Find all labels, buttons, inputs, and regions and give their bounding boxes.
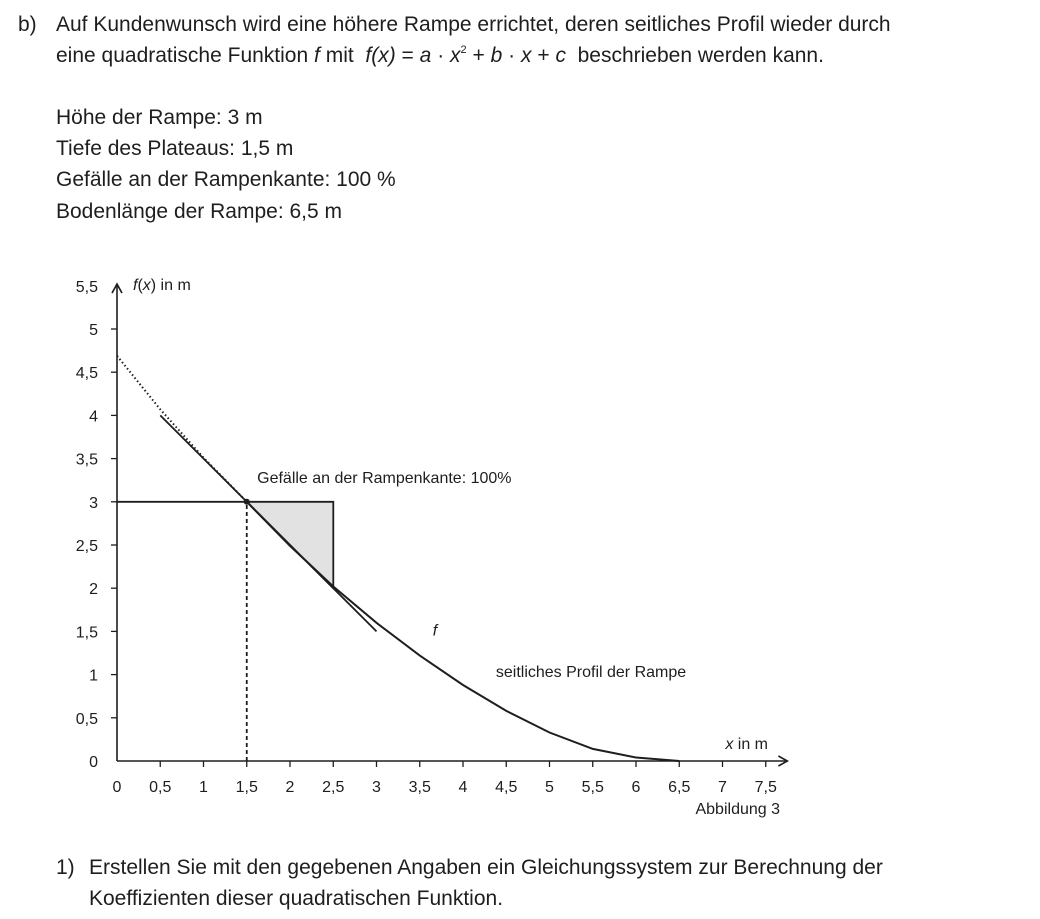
given-ground-length: Bodenlänge der Rampe: 6,5 m bbox=[56, 200, 343, 223]
y-tick-label: 4 bbox=[89, 408, 98, 426]
x-tick-label: 5,5 bbox=[581, 779, 604, 796]
question-line-2: Koeffizienten dieser quadratischen Funktion. bbox=[89, 887, 504, 910]
x-tick-label: 6 bbox=[631, 779, 641, 796]
y-tick-label: 0 bbox=[89, 754, 98, 771]
annotation-1: f bbox=[432, 622, 438, 640]
chart-axes bbox=[111, 284, 787, 767]
intro-text: eine quadratische Funktion bbox=[56, 44, 309, 67]
given-plateau-depth: Tiefe des Plateaus: 1,5 m bbox=[56, 137, 294, 160]
x-tick-label: 1,5 bbox=[235, 779, 258, 796]
intro-text-end: beschrieben werden kann. bbox=[577, 44, 824, 67]
x-tick-label: 3,5 bbox=[408, 779, 431, 796]
figure-caption: Abbildung 3 bbox=[695, 801, 780, 818]
x-tick-label: 3 bbox=[372, 779, 381, 796]
annotation-0: Gefälle an der Rampenkante: 100% bbox=[257, 469, 512, 487]
y-tick-label: 4,5 bbox=[75, 365, 98, 383]
y-tick-label: 5,5 bbox=[75, 278, 98, 296]
y-tick-label: 3 bbox=[89, 494, 98, 512]
function-name: f bbox=[314, 44, 320, 67]
x-tick-label: 1 bbox=[199, 779, 208, 796]
y-tick-label: 0,5 bbox=[75, 710, 98, 728]
given-height: Höhe der Rampe: 3 m bbox=[56, 106, 263, 129]
y-tick-label: 2,5 bbox=[75, 538, 98, 555]
given-slope: Gefälle an der Rampenkante: 100 % bbox=[56, 168, 396, 191]
x-tick-label: 6,5 bbox=[668, 779, 691, 796]
x-tick-label: 7,5 bbox=[754, 779, 777, 796]
x-tick-label: 2 bbox=[285, 779, 295, 796]
x-tick-label: 0,5 bbox=[149, 779, 172, 796]
y-tick-label: 5 bbox=[89, 322, 98, 339]
y-axis-label: f(x) in m bbox=[133, 277, 191, 294]
y-tick-label: 1 bbox=[89, 667, 98, 685]
x-axis-label: x in m bbox=[725, 736, 768, 753]
annotation-2: seitliches Profil der Rampe bbox=[495, 664, 687, 682]
x-tick-label: 4 bbox=[458, 779, 468, 796]
y-tick-label: 1,5 bbox=[75, 624, 98, 642]
chart-labels bbox=[76, 277, 780, 818]
function-extension-dotted bbox=[117, 356, 247, 502]
formula: $f(x) = a \cdot x^2 + b \cdot x + c$ bbox=[365, 44, 566, 67]
question-line-1: Erstellen Sie mit den gegebenen Angaben ein Gleichungssystem zur Berechnung der bbox=[89, 856, 883, 879]
x-tick-label: 5 bbox=[545, 779, 554, 796]
y-tick-label: 2 bbox=[89, 581, 98, 599]
x-tick-label: 4,5 bbox=[495, 779, 518, 796]
x-tick-label: 2,5 bbox=[322, 779, 345, 796]
intro-mit: mit bbox=[325, 44, 354, 67]
ramp-edge-point bbox=[244, 499, 250, 505]
x-tick-label: 7 bbox=[718, 779, 727, 796]
intro-line-1: Auf Kundenwunsch wird eine höhere Rampe errichtet, deren seitliches Profil wieder durch bbox=[56, 13, 891, 36]
y-tick-label: 3,5 bbox=[75, 451, 98, 469]
question-number: 1) bbox=[56, 856, 75, 879]
x-tick-label: 0 bbox=[112, 779, 122, 796]
task-label: b) bbox=[18, 13, 37, 36]
chart-marks bbox=[117, 356, 679, 761]
